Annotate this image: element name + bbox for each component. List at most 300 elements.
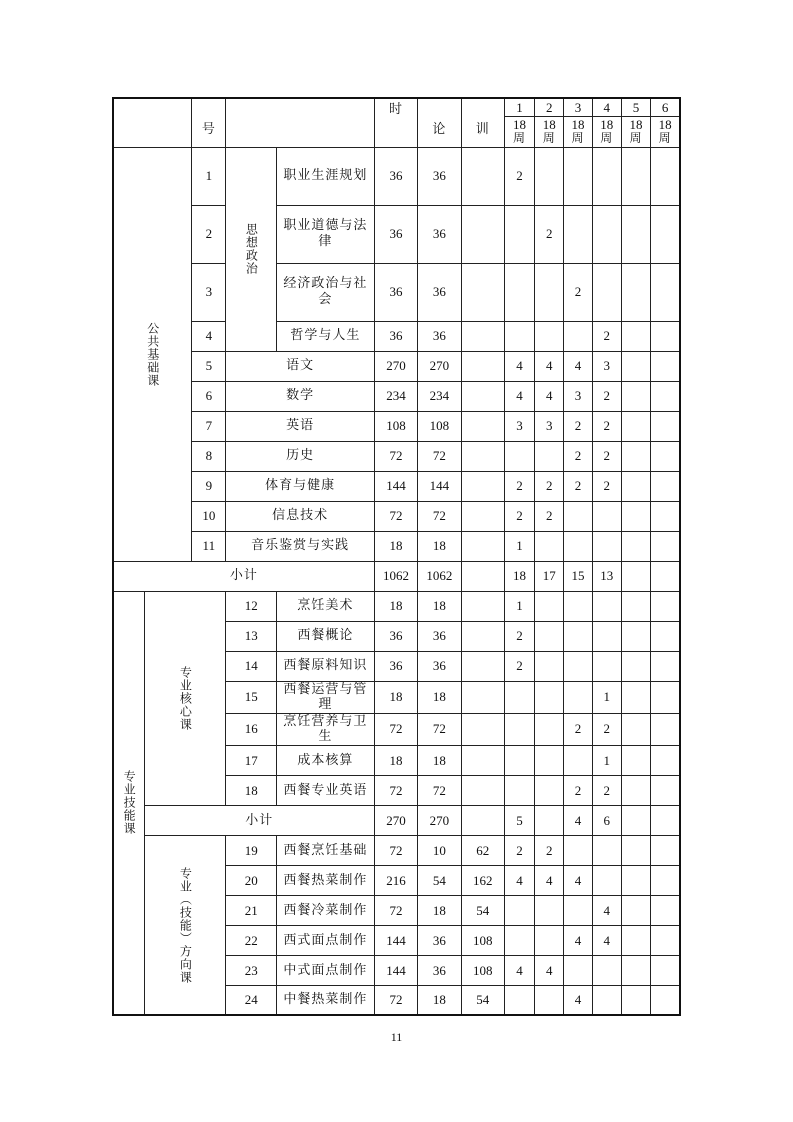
practice-hours-cell xyxy=(461,351,504,381)
theory-hours-cell xyxy=(418,321,461,351)
semester-week-unit: 周 xyxy=(513,131,527,146)
semester-s2-cell-text: 4 xyxy=(546,358,553,374)
total-hours-cell-text: 72 xyxy=(389,992,403,1008)
course-number-cell-text: 11 xyxy=(202,538,216,554)
semester-s3-cell xyxy=(564,895,592,925)
semester-week-unit: 周 xyxy=(629,131,643,146)
semester-s5-cell xyxy=(621,895,650,925)
semester-s2-cell xyxy=(535,713,564,745)
semester-s2-cell xyxy=(535,263,564,321)
semester-s2-cell xyxy=(535,681,564,713)
practice-hours-cell xyxy=(461,441,504,471)
total-hours-cell-text: 36 xyxy=(389,328,403,344)
semester-s5-cell xyxy=(621,381,650,411)
semester-s2-cell xyxy=(535,745,564,775)
theory-hours-cell-text: 72 xyxy=(432,508,446,524)
course-name-cell-text: 哲学与人生 xyxy=(290,328,361,344)
course-name-cell-text: 体育与健康 xyxy=(265,478,336,494)
course-number-cell xyxy=(226,651,276,681)
public-section-label xyxy=(113,147,192,561)
course-name-cell xyxy=(226,381,374,411)
course-number-cell xyxy=(192,501,226,531)
theory-hours-cell xyxy=(418,531,461,561)
semester-s3-cell xyxy=(564,805,592,835)
course-number-cell-text: 9 xyxy=(205,478,213,494)
course-number-cell xyxy=(226,745,276,775)
course-number-cell-text: 7 xyxy=(205,418,213,434)
semester-s5-cell xyxy=(621,531,650,561)
semester-weeks: 18 xyxy=(658,117,672,133)
total-hours-cell xyxy=(374,681,417,713)
semester-s4-cell xyxy=(592,651,621,681)
semester-s1-cell-text: 2 xyxy=(516,628,523,644)
course-name-cell xyxy=(276,985,374,1015)
total-hours-cell-text: 234 xyxy=(386,388,406,404)
total-hours-cell xyxy=(374,411,417,441)
semester-s4-cell-text: 1 xyxy=(603,752,611,768)
practice-hours-cell-text: 54 xyxy=(476,992,490,1008)
semester-number: 3 xyxy=(564,100,591,117)
core-courses-label xyxy=(144,591,226,805)
semester-s5-cell xyxy=(621,441,650,471)
theory-hours-cell xyxy=(418,895,461,925)
course-name-cell-text: 烹饪营养与卫生 xyxy=(283,713,368,745)
course-name-cell-text: 职业生涯规划 xyxy=(283,168,368,184)
course-number-cell xyxy=(192,441,226,471)
semester-s2-cell-text: 2 xyxy=(546,508,553,524)
semester-s1-cell-text: 2 xyxy=(516,478,523,494)
practice-hours-cell xyxy=(461,263,504,321)
semester-s6-cell xyxy=(651,351,680,381)
semester-s3-cell xyxy=(564,745,592,775)
course-number-cell-text: 10 xyxy=(202,508,216,524)
course-number-cell xyxy=(192,411,226,441)
semester-s4-cell xyxy=(592,955,621,985)
semester-s4-cell xyxy=(592,985,621,1015)
semester-s3-cell-text: 2 xyxy=(574,721,582,737)
course-name-cell xyxy=(276,651,374,681)
course-name-cell xyxy=(276,591,374,621)
table-row xyxy=(113,263,680,321)
theory-hours-cell-text: 36 xyxy=(432,168,446,184)
theory-hours-cell xyxy=(418,681,461,713)
semester-s3-cell xyxy=(564,835,592,865)
semester-s6-cell xyxy=(651,925,680,955)
semester-s4-cell xyxy=(592,263,621,321)
semester-s1-cell-text: 18 xyxy=(513,568,527,584)
semester-s1-cell xyxy=(504,411,534,441)
total-hours-cell-text: 36 xyxy=(389,658,403,674)
semester-s3-cell xyxy=(564,531,592,561)
semester-s1-cell xyxy=(504,205,534,263)
total-hours-cell-text: 18 xyxy=(389,538,403,554)
semester-s3-cell xyxy=(564,985,592,1015)
course-name-cell xyxy=(276,775,374,805)
semester-s4-cell-text: 4 xyxy=(603,902,611,918)
semester-number: 4 xyxy=(593,100,621,117)
semester-s1-cell-text: 2 xyxy=(516,658,523,674)
theory-hours-cell-text: 36 xyxy=(432,932,446,948)
theory-hours-cell-text: 72 xyxy=(432,448,446,464)
theory-hours-cell xyxy=(418,865,461,895)
semester-s3-cell xyxy=(564,351,592,381)
semester-s3-cell-text: 2 xyxy=(574,448,582,464)
semester-s5-cell xyxy=(621,681,650,713)
semester-s1-cell xyxy=(504,835,534,865)
semester-s4-cell-text: 2 xyxy=(603,418,611,434)
theory-hours-cell xyxy=(418,561,461,591)
semester-s4-cell xyxy=(592,621,621,651)
course-name-cell xyxy=(276,621,374,651)
theory-hours-cell xyxy=(418,621,461,651)
header-theory-cell xyxy=(418,98,461,147)
semester-s4-cell-text: 13 xyxy=(600,568,614,584)
total-hours-cell xyxy=(374,621,417,651)
course-number-cell-text: 3 xyxy=(205,284,213,300)
semester-s4-cell xyxy=(592,713,621,745)
semester-s2-cell xyxy=(535,591,564,621)
practice-hours-cell xyxy=(461,591,504,621)
semester-s1-cell xyxy=(504,561,534,591)
semester-s4-cell-text: 4 xyxy=(603,932,611,948)
table-row xyxy=(113,441,680,471)
theory-hours-cell-text: 36 xyxy=(432,328,446,344)
semester-s4-cell xyxy=(592,561,621,591)
theory-hours-cell xyxy=(418,713,461,745)
semester-s4-cell xyxy=(592,381,621,411)
semester-s4-cell xyxy=(592,591,621,621)
theory-hours-cell xyxy=(418,805,461,835)
semester-s5-cell xyxy=(621,321,650,351)
course-name-cell-text: 英语 xyxy=(286,418,315,434)
practice-hours-cell xyxy=(461,471,504,501)
semester-s1-cell xyxy=(504,591,534,621)
course-number-cell-text: 4 xyxy=(205,328,213,344)
course-name-cell xyxy=(226,531,374,561)
course-number-cell-text: 24 xyxy=(244,992,258,1008)
semester-s5-cell xyxy=(621,471,650,501)
semester-s4-cell xyxy=(592,441,621,471)
semester-s5-cell xyxy=(621,147,650,205)
semester-s2-cell xyxy=(535,865,564,895)
course-number-cell xyxy=(226,591,276,621)
total-hours-cell-text: 270 xyxy=(386,358,406,374)
total-hours-cell-text: 72 xyxy=(389,448,403,464)
semester-s4-cell xyxy=(592,865,621,895)
theory-hours-cell xyxy=(418,745,461,775)
course-number-cell xyxy=(226,895,276,925)
course-number-cell-text: 16 xyxy=(244,721,258,737)
total-hours-cell xyxy=(374,895,417,925)
theory-hours-cell xyxy=(418,591,461,621)
semester-s3-cell xyxy=(564,411,592,441)
total-hours-cell-text: 72 xyxy=(389,902,403,918)
theory-hours-cell-text: 54 xyxy=(432,872,446,888)
semester-s3-cell xyxy=(564,263,592,321)
course-number-cell-text: 19 xyxy=(244,842,258,858)
course-name-cell-text: 经济政治与社会 xyxy=(283,276,368,307)
theory-hours-cell xyxy=(418,835,461,865)
theory-hours-cell-text: 18 xyxy=(432,902,446,918)
course-name-cell-text: 西餐冷菜制作 xyxy=(283,902,368,918)
table-row xyxy=(113,411,680,441)
semester-s2-cell xyxy=(535,471,564,501)
course-name-cell-text: 数学 xyxy=(286,388,315,404)
semester-s1-cell xyxy=(504,147,534,205)
header-category-cell xyxy=(113,98,192,147)
table-row xyxy=(113,835,680,865)
course-number-cell xyxy=(192,381,226,411)
semester-s5-cell xyxy=(621,745,650,775)
practice-hours-cell xyxy=(461,561,504,591)
semester-s3-cell xyxy=(564,561,592,591)
total-hours-cell-text: 144 xyxy=(386,478,406,494)
semester-s6-cell xyxy=(651,985,680,1015)
semester-s2-cell xyxy=(535,805,564,835)
semester-s4-cell xyxy=(592,925,621,955)
semester-s1-cell-text: 5 xyxy=(516,812,523,828)
semester-s3-cell-text: 15 xyxy=(571,568,585,584)
semester-s3-cell xyxy=(564,501,592,531)
practice-hours-cell xyxy=(461,925,504,955)
total-hours-cell-text: 72 xyxy=(389,842,403,858)
theory-hours-cell xyxy=(418,775,461,805)
course-number-cell-text: 20 xyxy=(244,872,258,888)
semester-s5-cell xyxy=(621,411,650,441)
semester-s1-cell xyxy=(504,321,534,351)
semester-s1-cell xyxy=(504,501,534,531)
semester-s2-cell-text: 4 xyxy=(546,388,553,404)
course-number-cell xyxy=(192,321,226,351)
semester-s4-cell xyxy=(592,501,621,531)
semester-s6-cell xyxy=(651,321,680,351)
theory-hours-cell xyxy=(418,955,461,985)
core-subtotal-label xyxy=(144,805,374,835)
total-hours-cell xyxy=(374,381,417,411)
course-name-cell xyxy=(276,321,374,351)
practice-hours-cell xyxy=(461,411,504,441)
total-hours-cell xyxy=(374,263,417,321)
course-name-cell-text: 西式面点制作 xyxy=(283,932,368,948)
course-name-cell-text: 西餐烹饪基础 xyxy=(283,842,368,858)
total-hours-cell xyxy=(374,925,417,955)
semester-s3-cell xyxy=(564,381,592,411)
practice-hours-cell xyxy=(461,531,504,561)
header-semester-6 xyxy=(651,98,680,147)
semester-s1-cell-text: 4 xyxy=(516,388,523,404)
semester-number: 6 xyxy=(651,100,679,117)
course-number-cell xyxy=(192,531,226,561)
theory-hours-cell-text: 18 xyxy=(432,752,446,768)
course-name-cell-text: 西餐运营与管理 xyxy=(283,681,368,713)
semester-s1-cell xyxy=(504,681,534,713)
semester-s3-cell xyxy=(564,147,592,205)
practice-hours-cell xyxy=(461,147,504,205)
semester-s6-cell xyxy=(651,263,680,321)
semester-s2-cell-text: 17 xyxy=(542,568,556,584)
total-hours-cell xyxy=(374,321,417,351)
total-hours-cell-text: 72 xyxy=(389,508,403,524)
semester-s3-cell-text: 4 xyxy=(574,932,582,948)
semester-s6-cell xyxy=(651,621,680,651)
semester-s3-cell xyxy=(564,925,592,955)
politics-group-label xyxy=(226,147,276,351)
semester-s4-cell xyxy=(592,205,621,263)
total-hours-cell xyxy=(374,471,417,501)
total-hours-cell-text: 144 xyxy=(386,962,406,978)
course-name-cell-text: 西餐原料知识 xyxy=(283,658,368,674)
theory-hours-cell-text: 36 xyxy=(432,284,446,300)
semester-s1-cell-text: 2 xyxy=(516,508,523,524)
course-number-cell-text: 5 xyxy=(205,358,213,374)
total-hours-cell xyxy=(374,775,417,805)
semester-s5-cell xyxy=(621,955,650,985)
semester-s2-cell xyxy=(535,621,564,651)
politics-group-label-text: 思想政治 xyxy=(244,223,259,275)
semester-week-unit: 周 xyxy=(542,131,556,146)
theory-hours-cell-text: 1062 xyxy=(426,568,453,584)
total-hours-cell xyxy=(374,955,417,985)
semester-s2-cell-text: 3 xyxy=(546,418,553,434)
semester-s2-cell xyxy=(535,205,564,263)
total-hours-cell-text: 18 xyxy=(389,752,403,768)
course-number-cell-text: 8 xyxy=(205,448,213,464)
course-number-cell xyxy=(226,835,276,865)
semester-s3-cell-text: 3 xyxy=(574,388,582,404)
semester-s1-cell xyxy=(504,985,534,1015)
semester-number: 2 xyxy=(535,100,563,117)
semester-s6-cell xyxy=(651,205,680,263)
professional-section-label xyxy=(113,591,144,1015)
course-number-cell-text: 17 xyxy=(244,752,258,768)
public-section-label-text: 公共基础课 xyxy=(145,321,160,387)
semester-s1-cell-text: 1 xyxy=(516,598,523,614)
semester-s6-cell xyxy=(651,713,680,745)
semester-s4-cell-text: 2 xyxy=(603,782,611,798)
semester-s1-cell xyxy=(504,805,534,835)
theory-hours-cell xyxy=(418,925,461,955)
semester-s4-cell xyxy=(592,805,621,835)
semester-s2-cell xyxy=(535,561,564,591)
practice-hours-cell xyxy=(461,621,504,651)
theory-hours-cell-text: 234 xyxy=(429,388,450,404)
professional-section-label-text: 专业技能课 xyxy=(122,770,137,836)
course-name-cell xyxy=(276,713,374,745)
semester-s2-cell xyxy=(535,441,564,471)
subtotal-row xyxy=(113,805,680,835)
header-semester-5 xyxy=(621,98,650,147)
theory-hours-cell-text: 18 xyxy=(432,538,446,554)
course-name-cell-text: 成本核算 xyxy=(297,752,354,768)
semester-s5-cell xyxy=(621,775,650,805)
semester-s5-cell xyxy=(621,205,650,263)
course-name-cell xyxy=(276,865,374,895)
semester-s2-cell-text: 2 xyxy=(546,226,553,242)
semester-s6-cell xyxy=(651,775,680,805)
semester-s1-cell xyxy=(504,925,534,955)
course-name-cell xyxy=(226,471,374,501)
course-name-cell xyxy=(226,501,374,531)
header-number-label: 号 xyxy=(201,121,216,137)
course-number-cell-text: 13 xyxy=(244,628,258,644)
course-name-cell xyxy=(276,955,374,985)
course-name-cell-text: 中式面点制作 xyxy=(283,962,368,978)
semester-weeks: 18 xyxy=(513,117,527,133)
semester-s2-cell-text: 2 xyxy=(546,842,553,858)
semester-s4-cell-text: 2 xyxy=(603,448,611,464)
total-hours-cell xyxy=(374,205,417,263)
course-number-cell-text: 18 xyxy=(244,782,258,798)
semester-s1-cell-text: 4 xyxy=(516,872,523,888)
semester-s5-cell xyxy=(621,835,650,865)
practice-hours-cell xyxy=(461,895,504,925)
header-practice-label: 训 xyxy=(475,121,490,137)
total-hours-cell-text: 72 xyxy=(389,782,403,798)
semester-s3-cell xyxy=(564,865,592,895)
semester-s5-cell xyxy=(621,805,650,835)
semester-s2-cell xyxy=(535,651,564,681)
semester-s1-cell xyxy=(504,531,534,561)
semester-s3-cell-text: 4 xyxy=(574,812,582,828)
semester-s5-cell xyxy=(621,985,650,1015)
semester-s5-cell xyxy=(621,351,650,381)
course-number-cell xyxy=(226,865,276,895)
public-subtotal-label xyxy=(113,561,374,591)
course-name-cell xyxy=(276,263,374,321)
semester-s3-cell xyxy=(564,713,592,745)
practice-hours-cell xyxy=(461,651,504,681)
course-name-cell xyxy=(276,147,374,205)
practice-hours-cell xyxy=(461,775,504,805)
semester-number: 1 xyxy=(505,100,534,117)
course-number-cell-text: 6 xyxy=(205,388,213,404)
semester-s1-cell-text: 2 xyxy=(516,168,523,184)
total-hours-cell-text: 108 xyxy=(386,418,406,434)
semester-s1-cell xyxy=(504,895,534,925)
practice-hours-cell-text: 108 xyxy=(472,932,493,948)
semester-s4-cell xyxy=(592,895,621,925)
header-semester-2 xyxy=(535,98,564,147)
course-number-cell xyxy=(226,621,276,651)
semester-week-unit: 周 xyxy=(571,131,585,146)
theory-hours-cell-text: 18 xyxy=(432,992,446,1008)
table-row xyxy=(113,351,680,381)
semester-s4-cell-text: 2 xyxy=(603,478,611,494)
theory-hours-cell xyxy=(418,441,461,471)
semester-s3-cell-text: 2 xyxy=(574,478,582,494)
semester-s4-cell xyxy=(592,745,621,775)
core-courses-label-text: 专业核心课 xyxy=(178,665,193,731)
semester-s5-cell xyxy=(621,501,650,531)
semester-s1-cell-text: 3 xyxy=(516,418,523,434)
semester-s4-cell xyxy=(592,531,621,561)
course-name-cell-text: 历史 xyxy=(286,448,315,464)
semester-s4-cell xyxy=(592,411,621,441)
semester-s1-cell xyxy=(504,955,534,985)
semester-s4-cell xyxy=(592,321,621,351)
theory-hours-cell xyxy=(418,147,461,205)
header-number-cell xyxy=(192,98,226,147)
semester-s2-cell xyxy=(535,321,564,351)
semester-weeks: 18 xyxy=(600,117,614,133)
semester-s2-cell xyxy=(535,985,564,1015)
semester-s6-cell xyxy=(651,441,680,471)
practice-hours-cell-text: 54 xyxy=(476,902,490,918)
theory-hours-cell-text: 144 xyxy=(429,478,450,494)
course-number-cell xyxy=(226,713,276,745)
theory-hours-cell xyxy=(418,263,461,321)
total-hours-cell-text: 1062 xyxy=(382,568,409,584)
